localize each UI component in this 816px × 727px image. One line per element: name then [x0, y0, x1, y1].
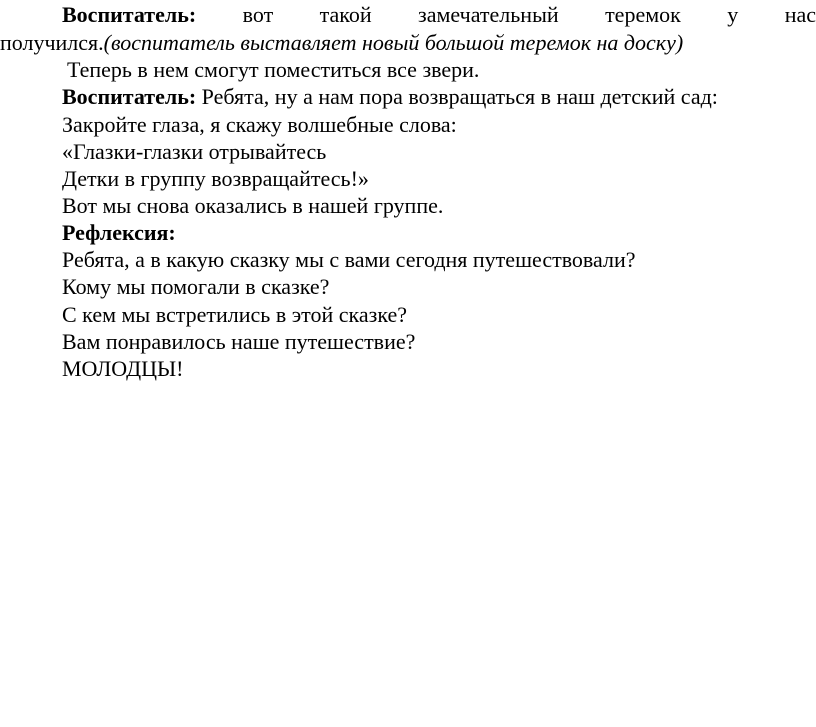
poem-line: Детки в группу возвращайтесь!»: [62, 166, 369, 191]
closing-line: МОЛОДЦЫ!: [62, 356, 184, 381]
question-line: Вам понравилось наше путешествие?: [62, 329, 416, 354]
paragraph-teacher-line-2: [0, 30, 683, 56]
paragraph-text: Вот мы снова оказались в нашей группе.: [62, 193, 444, 218]
speaker-label: Воспитатель:: [62, 84, 197, 109]
paragraph-teacher-2: [62, 84, 718, 110]
paragraph-text: Теперь в нем смогут поместиться все звери.: [67, 57, 480, 82]
stage-direction: (воспитатель выставляет новый большой теремок на доску): [103, 30, 684, 55]
question-line: С кем мы встретились в этой сказке?: [62, 302, 407, 327]
paragraph-text: Ребята, ну а нам пора возвращаться в наш детский сад:: [201, 84, 718, 109]
section-heading-reflection: [62, 220, 176, 246]
poem-line: «Глазки-глазки отрывайтесь: [62, 139, 327, 164]
question-line: Кому мы помогали в сказке?: [62, 274, 330, 299]
paragraph-text: Закройте глаза, я скажу волшебные слова:: [62, 112, 457, 137]
question-line: Ребята, а в какую сказку мы с вами сегодня путешествовали?: [62, 247, 636, 272]
paragraph-text: вот такой замечательный теремок у нас: [242, 2, 816, 27]
paragraph-text: получился.: [0, 30, 104, 55]
section-heading-text: Рефлексия:: [62, 220, 176, 245]
paragraph-teacher-line-1: [0, 2, 816, 28]
speaker-label: Воспитатель:: [62, 2, 197, 27]
